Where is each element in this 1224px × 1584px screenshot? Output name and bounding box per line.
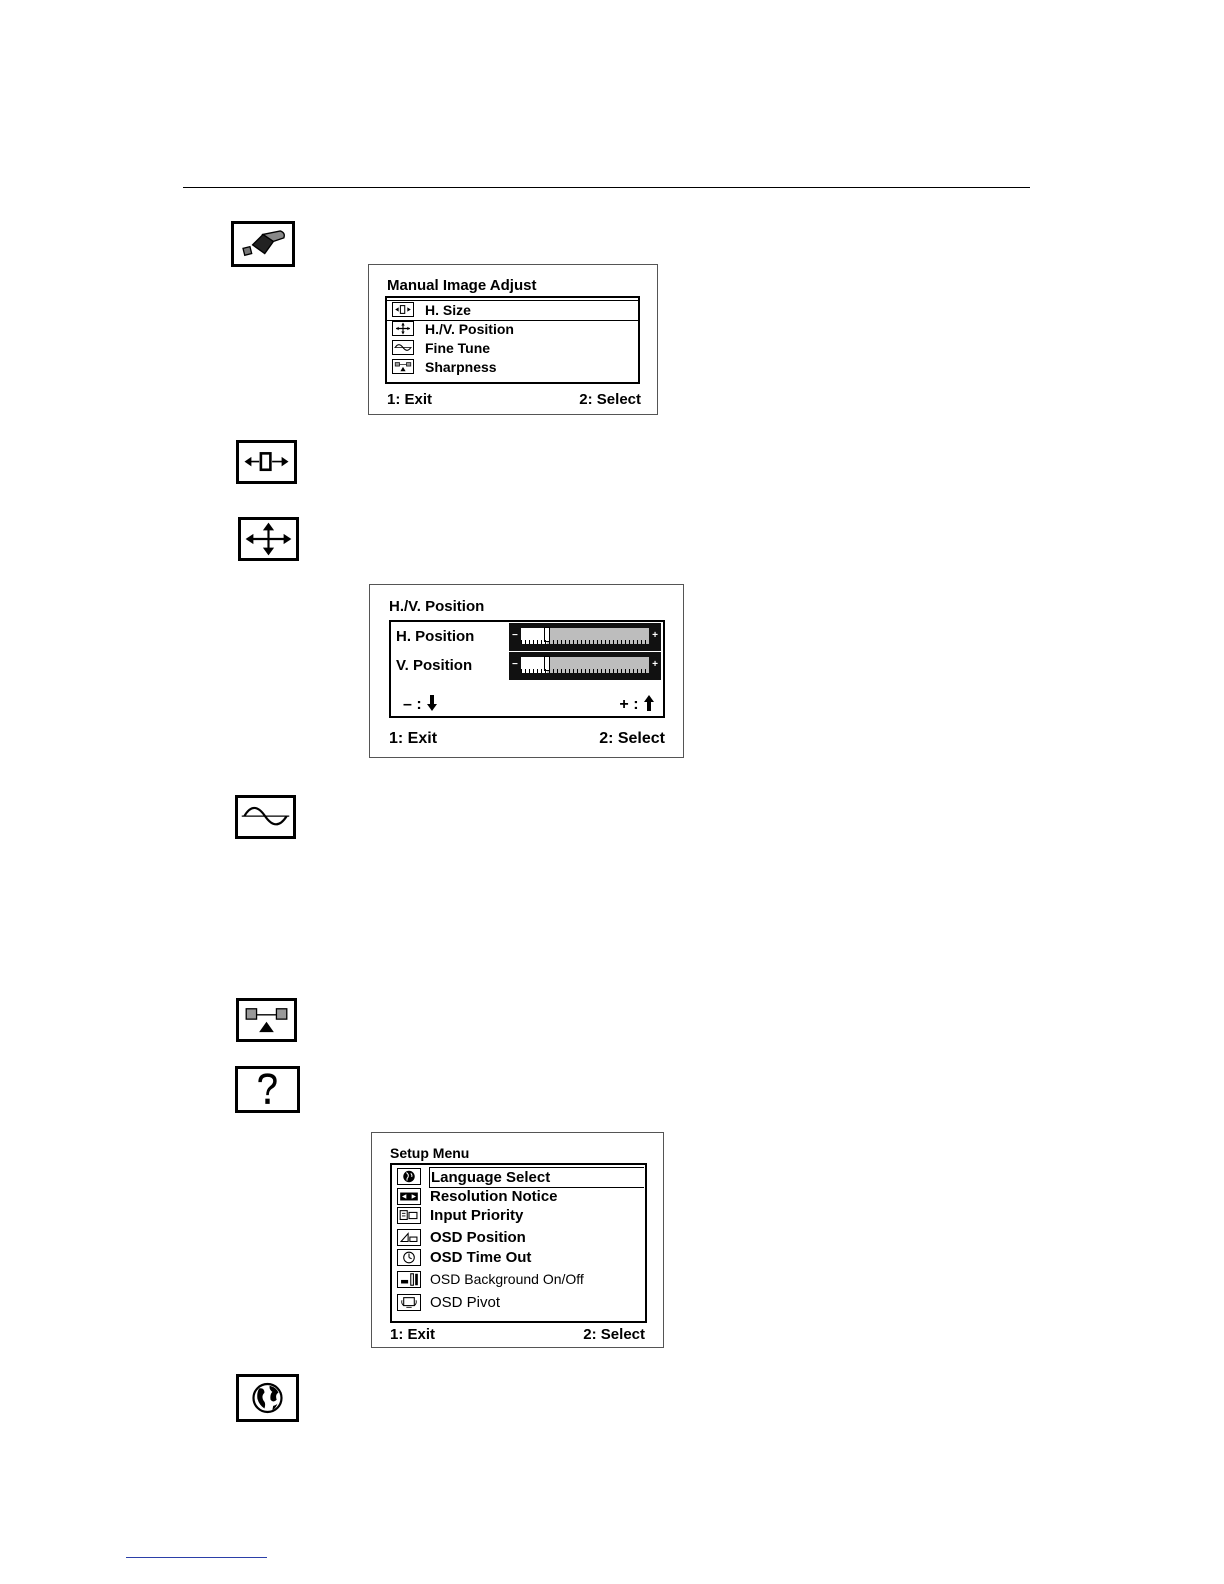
menu-item-sharpness[interactable] bbox=[387, 358, 638, 377]
panel-title: H./V. Position bbox=[389, 598, 485, 615]
slider-track bbox=[521, 657, 649, 673]
menu-list bbox=[385, 296, 640, 384]
menu-item-label: OSD Pivot bbox=[430, 1294, 501, 1311]
globe-icon bbox=[236, 1374, 299, 1422]
h-position-slider[interactable] bbox=[509, 623, 661, 651]
menu-item-label: Fine Tune bbox=[425, 340, 491, 356]
menu-item-osd-time-out[interactable] bbox=[392, 1248, 645, 1268]
slider-plus: + bbox=[652, 630, 658, 641]
question-mark-icon bbox=[235, 1066, 300, 1113]
slider-minus: − bbox=[512, 659, 518, 670]
arrow-up-icon bbox=[643, 694, 655, 712]
minus-hint: – : bbox=[403, 694, 438, 714]
menu-item-language-select[interactable] bbox=[392, 1167, 645, 1187]
fine-tune-icon bbox=[392, 340, 414, 355]
h-size-icon bbox=[392, 302, 414, 317]
slider-track bbox=[521, 628, 649, 644]
menu-item-osd-position[interactable] bbox=[392, 1228, 645, 1248]
menu-item-label: H. Size bbox=[425, 302, 471, 318]
hv-position-icon bbox=[392, 321, 414, 336]
fine-tune-icon bbox=[235, 795, 296, 839]
menu-item-h-size[interactable] bbox=[387, 300, 638, 321]
plus-hint: + : bbox=[619, 694, 655, 714]
select-hint: 2: Select bbox=[599, 730, 665, 747]
menu-item-hv-position[interactable] bbox=[387, 320, 638, 339]
v-position-label: V. Position bbox=[396, 657, 473, 674]
globe-icon bbox=[397, 1168, 421, 1185]
menu-list bbox=[390, 1163, 647, 1323]
v-position-slider[interactable] bbox=[509, 652, 661, 680]
slider-plus: + bbox=[652, 659, 658, 670]
menu-item-osd-background[interactable] bbox=[392, 1270, 645, 1290]
hv-position-panel bbox=[369, 584, 684, 758]
arrow-down-icon bbox=[426, 694, 438, 712]
menu-item-resolution-notice[interactable] bbox=[392, 1187, 645, 1207]
hv-position-icon bbox=[238, 517, 299, 561]
slider-minus: − bbox=[512, 630, 518, 641]
menu-item-label: Input Priority bbox=[430, 1207, 524, 1224]
h-size-icon bbox=[236, 440, 297, 484]
h-position-label: H. Position bbox=[396, 628, 475, 645]
select-hint: 2: Select bbox=[579, 391, 641, 408]
footnote-rule bbox=[126, 1557, 267, 1558]
exit-hint: 1: Exit bbox=[390, 1326, 436, 1343]
sharpness-icon bbox=[392, 359, 414, 374]
header-rule bbox=[183, 187, 1030, 188]
menu-item-label: OSD Position bbox=[430, 1229, 526, 1246]
position-controls bbox=[389, 620, 665, 718]
setup-menu-panel bbox=[371, 1132, 664, 1348]
menu-item-fine-tune[interactable] bbox=[387, 339, 638, 358]
manual-image-adjust-icon bbox=[231, 221, 295, 267]
osd-pivot-icon bbox=[397, 1294, 421, 1311]
panel-title: Setup Menu bbox=[390, 1145, 470, 1161]
osd-background-icon bbox=[397, 1271, 421, 1288]
exit-hint: 1: Exit bbox=[389, 730, 438, 747]
osd-position-icon bbox=[397, 1229, 421, 1246]
menu-item-label: H./V. Position bbox=[425, 321, 514, 337]
menu-item-label: Resolution Notice bbox=[430, 1188, 558, 1205]
menu-item-input-priority[interactable] bbox=[392, 1206, 645, 1226]
menu-item-label: OSD Time Out bbox=[430, 1249, 532, 1266]
menu-item-label: Sharpness bbox=[425, 359, 497, 375]
select-hint: 2: Select bbox=[583, 1326, 645, 1343]
sharpness-icon bbox=[236, 998, 297, 1042]
exit-hint: 1: Exit bbox=[387, 391, 433, 408]
menu-item-label: OSD Background On/Off bbox=[430, 1271, 584, 1287]
clock-icon bbox=[397, 1249, 421, 1266]
resolution-icon bbox=[397, 1188, 421, 1205]
manual-image-adjust-panel bbox=[368, 264, 658, 415]
menu-item-label: Language Select bbox=[429, 1167, 644, 1188]
input-priority-icon bbox=[397, 1207, 421, 1224]
panel-title: Manual Image Adjust bbox=[387, 277, 537, 294]
menu-item-osd-pivot[interactable] bbox=[392, 1293, 645, 1313]
